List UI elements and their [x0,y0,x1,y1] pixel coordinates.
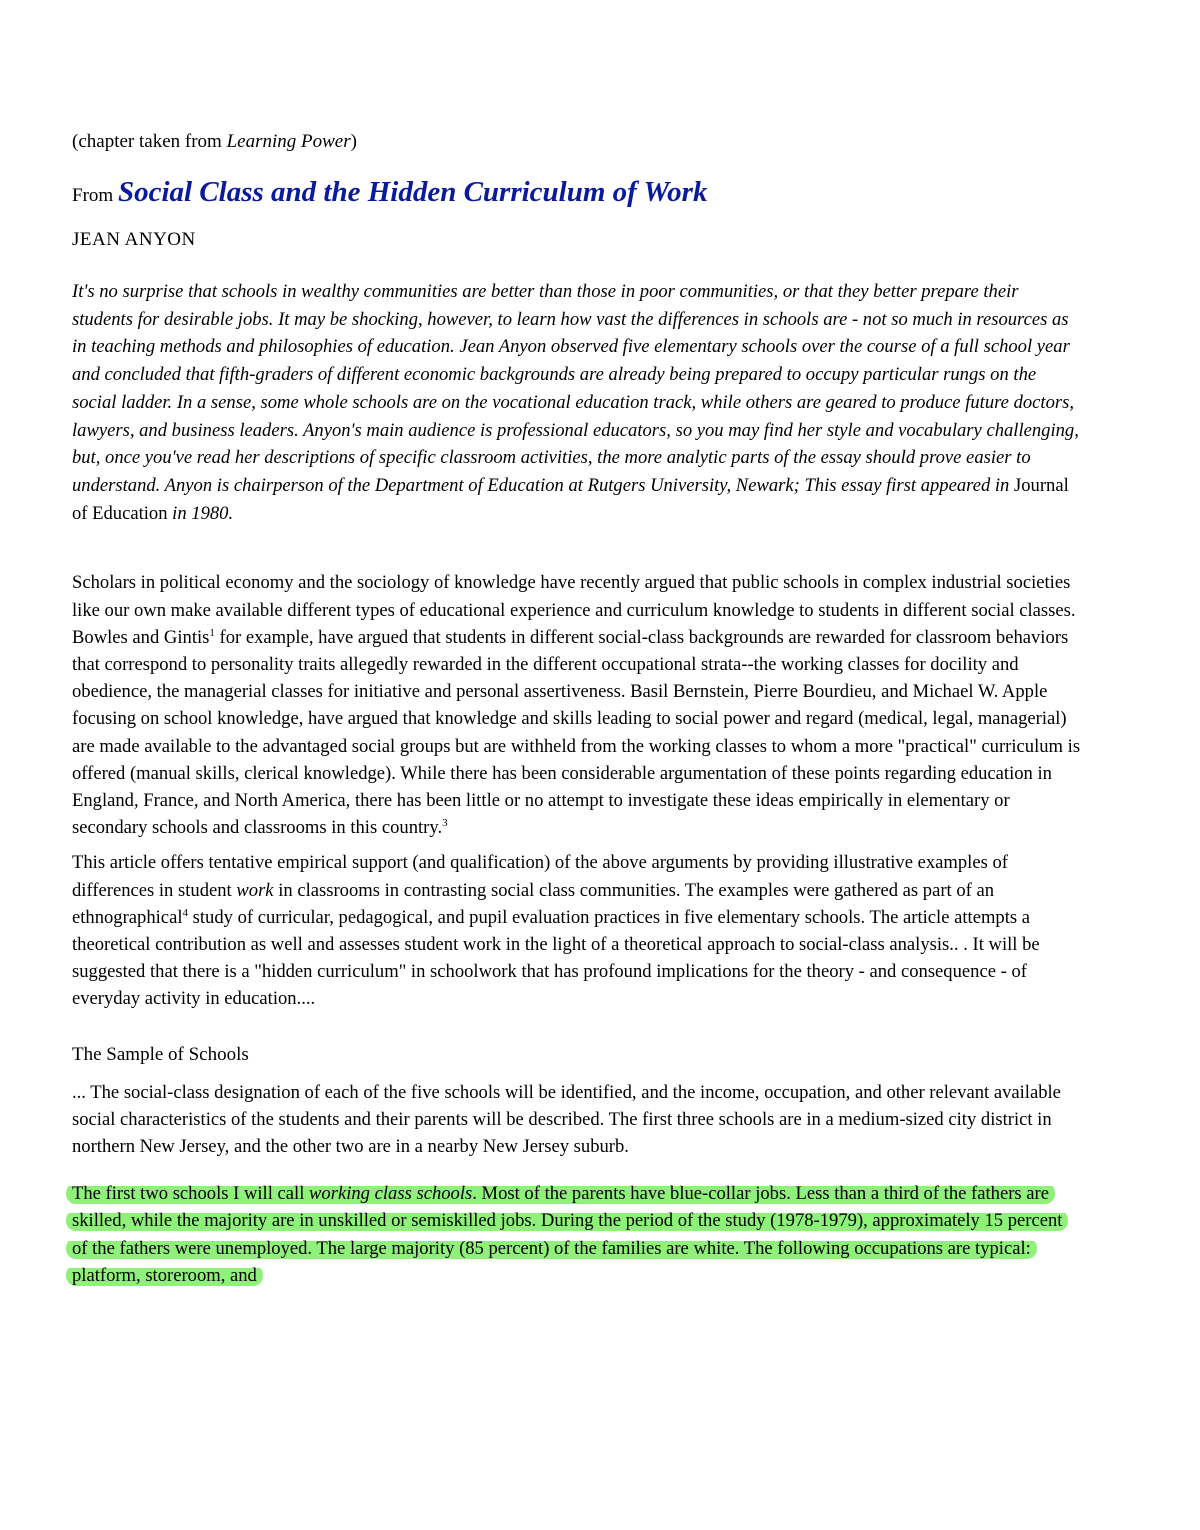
source-note [72,128,1082,156]
body-paragraph-1 [72,569,1082,841]
p2-italic-work: work [236,879,274,901]
section-heading: The Sample of Schools [72,1043,249,1065]
body-paragraph-3: ... The social-class designation of each of the five schools will be identified, and the income, occupation, and other relevant available social characteristics of the students and their parents will be described. The first three schools are in a medium-sized city district in northern New Jersey, and the other two are in a nearby New Jersey suburb. [72,1081,1061,1157]
title-main: Social Class and the Hidden Curriculum of Work [117,176,708,208]
document-page [72,128,1082,1289]
intro-journal: Journal of Education [72,474,1069,524]
footnote-marker-3: 3 [442,817,448,830]
author-name: JEAN ANYON [72,229,196,250]
intro-tail: in 1980. [167,502,234,524]
body-paragraph-2 [72,849,1082,1012]
p2-part1: This article offers tentative empirical support (and qualification) of the above arguments by providing illustrative examples of differences in student [72,852,1008,901]
footnote-marker-4: 4 [182,906,188,919]
page-title [72,170,1082,216]
p4-part2: . Most of the parents have blue-collar jobs. Less than a third of the fathers are skilled, while the majority are in unskilled or semiskilled jobs. During the period of the study (1978-1979), approximately 15 percent of the fathers were unemployed. The large majority (85 percent) of the families are white. The following occupations are typical: platform, storeroom, and [72,1183,1063,1286]
p2-part2: in classrooms in contrasting social class communities. The examples were gathered as part of an ethnographical [72,879,995,928]
intro-paragraph [72,278,1082,527]
p4-part1: The first two schools I will call [72,1183,310,1205]
highlighted-text [66,1183,1068,1286]
p1-part1: Scholars in political economy and the sociology of knowledge have recently argued that public schools in complex industrial societies like our own make available different types of educational experience and curriculum knowledge to students in different social classes. Bowles and Gintis [72,572,1076,648]
source-book-title: Learning Power [226,131,351,152]
body-paragraph-4-highlighted [72,1180,1082,1289]
intro-text: It's no surprise that schools in wealthy communities are better than those in poor communities, or that they better prepare their students for desirable jobs. It may be shocking, however, to learn how vast the differences in schools are - not so much in resources as in teaching methods and philosophies of education. Jean Anyon observed five elementary schools over the course of a full school year and concluded that fifth-graders of different economic backgrounds are already being prepared to occupy particular rungs on the social ladder. In a sense, some whole schools are on the vocational education track, while others are geared to produce future doctors, lawyers, and business leaders. Anyon's main audience is professional educators, so you may find her style and vocabulary challenging, but, once you've read her descriptions of specific classroom activities, the more analytic parts of the essay should prove easier to understand. Anyon is chairperson of the Department of Education at Rutgers University, Newark; This essay first appeared in [72,281,1079,496]
p1-part2: for example, have argued that students in different social-class backgrounds are rewarded for classroom behaviors that correspond to personality traits allegedly rewarded in the different occupational strata--the working classes for docility and obedience, the managerial classes for initiative and personal assertiveness. Basil Bernstein, Pierre Bourdieu, and Michael W. Apple focusing on school knowledge, have argued that knowledge and skills leading to social power and regard (medical, legal, managerial) are made available to the advantaged social groups but are withheld from the working classes to whom a more "practical" curriculum is offered (manual skills, clerical knowledge). While there has been considerable argumentation of these points regarding education in England, France, and North America, there has been little or no attempt to investigate these ideas empirically in elementary or secondary schools and classrooms in this country. [72,626,1081,839]
p4-italic-phrase: working class schools [309,1183,473,1205]
source-prefix: (chapter taken from [72,131,227,152]
footnote-marker-1: 1 [209,626,215,639]
p2-part3: study of curricular, pedagogical, and pupil evaluation practices in five elementary schools. The article attempts a theoretical contribution as well and assesses student work in the light of a theoretical approach to social-class analysis.. . It will be suggested that there is a "hidden curriculum" in schoolwork that has profound implications for the theory - and consequence - of everyday activity in education.... [72,906,1040,1010]
source-suffix: ) [350,131,357,152]
title-prefix: From [72,185,118,206]
